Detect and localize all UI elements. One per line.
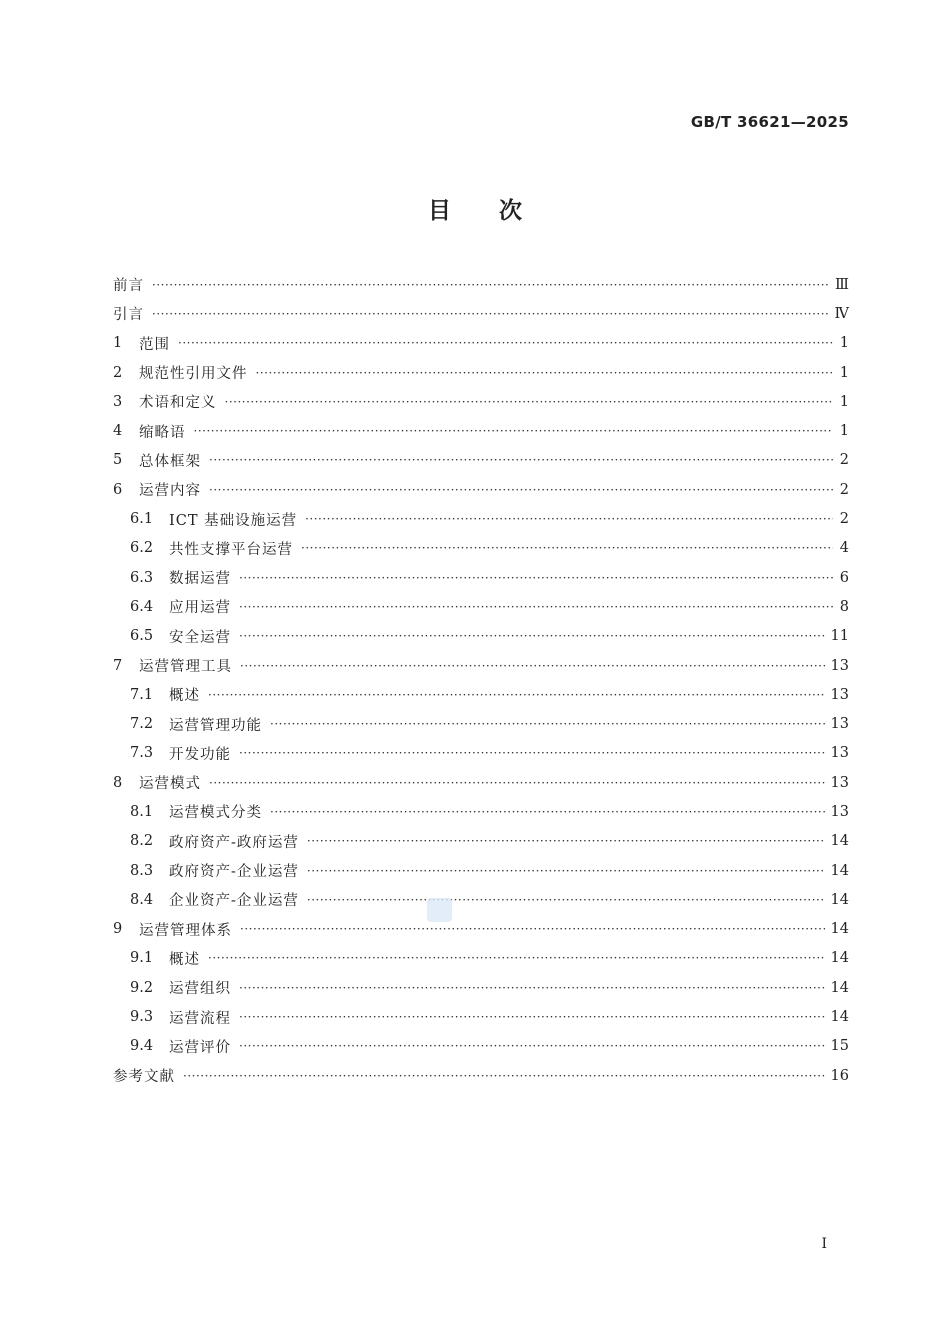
toc-entry-number: 9.4 <box>130 1038 154 1055</box>
toc-entry-number: 9.3 <box>130 1009 154 1026</box>
toc-entry-label: 运营模式 <box>139 776 201 793</box>
toc-entry-number: 1 <box>113 335 123 352</box>
toc-leader-dots <box>270 717 825 731</box>
toc-entry-label: 运营组织 <box>169 981 231 998</box>
toc-entry[interactable] <box>113 856 849 885</box>
toc-entry-page: 14 <box>830 862 849 879</box>
toc-entry-number: 8.3 <box>130 862 154 879</box>
toc-entry[interactable] <box>113 416 849 445</box>
toc-entry[interactable] <box>113 915 849 944</box>
toc-entry[interactable] <box>113 973 849 1002</box>
toc-entry-label: 运营管理工具 <box>139 659 232 675</box>
toc-entry-number: 6.2 <box>130 540 154 557</box>
toc-entry-page: 14 <box>830 921 849 938</box>
toc-entry[interactable] <box>113 1032 849 1061</box>
toc-entry-label: 引言 <box>113 307 144 324</box>
toc-entry-page: 13 <box>830 745 849 762</box>
toc-entry[interactable] <box>113 827 849 856</box>
toc-entry-page: 2 <box>839 452 849 469</box>
toc-entry-label: 运营管理功能 <box>169 717 262 734</box>
toc-entry-number: 5 <box>113 452 123 469</box>
toc-entry-page: 13 <box>830 657 849 674</box>
toc-leader-dots <box>194 424 834 438</box>
toc-entry-page: 1 <box>839 393 849 410</box>
toc-entry-page: 2 <box>839 511 849 528</box>
toc-entry-label: 运营内容 <box>139 483 201 500</box>
standard-code: GB/T 36621—2025 <box>690 113 849 131</box>
toc-entry-label: 应用运营 <box>169 600 231 617</box>
toc-entry-label: 企业资产-企业运营 <box>169 893 299 910</box>
toc-leader-dots <box>239 629 825 643</box>
toc-entry[interactable] <box>113 768 849 797</box>
toc-entry[interactable] <box>113 534 849 563</box>
toc-leader-dots <box>239 746 825 760</box>
toc-entry-page: 1 <box>839 335 849 352</box>
toc-entry-number: 8.2 <box>130 833 154 850</box>
toc-entry-number: 6.4 <box>130 598 154 615</box>
toc-entry-label: 总体框架 <box>139 453 201 470</box>
toc-leader-dots <box>225 395 834 409</box>
toc-entry-label: 政府资产-政府运营 <box>169 834 299 851</box>
toc-entry-number: 6.5 <box>130 628 154 645</box>
toc-entry[interactable] <box>113 563 849 592</box>
toc-entry-label: 政府资产-企业运营 <box>169 864 299 881</box>
toc-entry-label: 缩略语 <box>139 424 186 441</box>
toc-entry[interactable] <box>113 680 849 709</box>
toc-leader-dots <box>240 922 825 936</box>
toc-entry-page: 15 <box>830 1038 849 1055</box>
toc-entry-page: 14 <box>830 950 849 967</box>
toc-entry-page: 11 <box>830 628 849 645</box>
toc-leader-dots <box>239 571 833 585</box>
toc-entry[interactable] <box>113 358 849 387</box>
toc-entry-page: Ⅳ <box>834 305 849 322</box>
toc-entry-label: 共性支撑平台运营 <box>169 541 293 558</box>
toc-entry[interactable] <box>113 299 849 328</box>
toc-leader-dots <box>270 805 825 819</box>
toc-leader-dots <box>239 1010 825 1024</box>
toc-entry-page: 14 <box>830 979 849 996</box>
toc-leader-dots <box>208 951 825 965</box>
toc-entry-page: 13 <box>830 774 849 791</box>
toc-entry[interactable] <box>113 592 849 621</box>
toc-entry-page: 13 <box>830 686 849 703</box>
toc-leader-dots <box>301 541 833 555</box>
watermark-logo <box>427 898 452 922</box>
toc-entry-page: 13 <box>830 803 849 820</box>
toc-entry-page: 14 <box>830 833 849 850</box>
toc-entry-number: 8 <box>113 774 123 791</box>
toc-leader-dots <box>240 659 825 673</box>
toc-entry-number: 6 <box>113 481 123 498</box>
toc-entry[interactable] <box>113 504 849 533</box>
toc-entry-label: 安全运营 <box>169 629 231 646</box>
toc-entry-page: 14 <box>830 1009 849 1026</box>
toc-entry[interactable] <box>113 622 849 651</box>
toc-entry-label: 参考文献 <box>113 1069 175 1086</box>
toc-entry-number: 6.1 <box>130 511 154 528</box>
toc-leader-dots <box>178 336 833 350</box>
toc-entry[interactable] <box>113 475 849 504</box>
toc-entry[interactable] <box>113 739 849 768</box>
toc-entry-number: 8.4 <box>130 891 154 908</box>
toc-entry-label: 概述 <box>169 688 200 705</box>
toc-entry-label: 运营评价 <box>169 1039 231 1056</box>
toc-entry-label: 开发功能 <box>169 746 231 763</box>
toc-entry-page: 13 <box>830 716 849 733</box>
toc-entry[interactable] <box>113 1061 849 1090</box>
toc-entry-page: 6 <box>839 569 849 586</box>
toc-entry[interactable] <box>113 797 849 826</box>
toc-entry-page: 1 <box>839 423 849 440</box>
toc-entry-number: 3 <box>113 393 123 410</box>
toc-entry[interactable] <box>113 387 849 416</box>
toc-entry[interactable] <box>113 446 849 475</box>
toc-entry[interactable] <box>113 885 849 914</box>
toc-leader-dots <box>209 483 833 497</box>
toc-entry[interactable] <box>113 1002 849 1031</box>
toc-entry-number: 7.2 <box>130 716 154 733</box>
toc-entry-page: 4 <box>839 540 849 557</box>
toc-entry[interactable] <box>113 944 849 973</box>
toc-entry-number: 8.1 <box>130 803 154 820</box>
toc-leader-dots <box>152 278 829 292</box>
toc-leader-dots <box>209 776 825 790</box>
toc-leader-dots <box>307 834 825 848</box>
toc-entry-label: 前言 <box>113 278 144 295</box>
toc-entry-label: 运营模式分类 <box>169 805 262 822</box>
toc-entry-page: 1 <box>839 364 849 381</box>
toc-entry-number: 2 <box>113 364 123 381</box>
toc-entry-number: 7 <box>113 657 123 674</box>
toc-entry-label: 术语和定义 <box>139 395 217 412</box>
toc-entry-number: 6.3 <box>130 569 154 586</box>
toc-entry-label: 运营管理体系 <box>139 922 232 939</box>
toc-entry-label: 规范性引用文件 <box>139 366 248 383</box>
toc-entry[interactable] <box>113 709 849 738</box>
toc-entry-number: 9.1 <box>130 950 154 967</box>
toc-entry-label: 运营流程 <box>169 1010 231 1027</box>
toc-entry-number: 7.3 <box>130 745 154 762</box>
toc-leader-dots <box>239 600 833 614</box>
toc-entry[interactable] <box>113 270 849 299</box>
toc-leader-dots <box>305 512 833 526</box>
toc-entry-page: 2 <box>839 481 849 498</box>
toc-entry-number: 7.1 <box>130 686 154 703</box>
page-number: Ⅰ <box>821 1236 827 1252</box>
toc-leader-dots <box>307 864 825 878</box>
toc-entry-page: 8 <box>839 598 849 615</box>
toc-leader-dots <box>256 366 834 380</box>
toc-entry-label: 概述 <box>169 951 200 968</box>
toc-leader-dots <box>208 688 825 702</box>
toc-leader-dots <box>209 453 833 467</box>
toc-leader-dots <box>183 1069 825 1083</box>
toc-leader-dots <box>239 1039 825 1053</box>
page-title: 目次 <box>428 198 570 224</box>
toc-leader-dots <box>307 893 825 907</box>
toc-entry-number: 9.2 <box>130 979 154 996</box>
toc-leader-dots <box>152 307 829 321</box>
toc-entry-page: 16 <box>830 1067 849 1084</box>
toc-entry-label: 数据运营 <box>169 571 231 588</box>
toc-entry-number: 9 <box>113 921 123 938</box>
toc-entry-label: 范围 <box>139 336 170 353</box>
toc-entry-number: 4 <box>113 423 123 440</box>
toc-entry[interactable] <box>113 329 849 358</box>
toc-entry-page: Ⅲ <box>835 276 849 293</box>
toc-entry-label: ICT 基础设施运营 <box>169 512 298 529</box>
table-of-contents <box>113 270 849 1090</box>
toc-leader-dots <box>239 981 825 995</box>
toc-entry-page: 14 <box>830 891 849 908</box>
toc-entry[interactable] <box>113 651 849 680</box>
